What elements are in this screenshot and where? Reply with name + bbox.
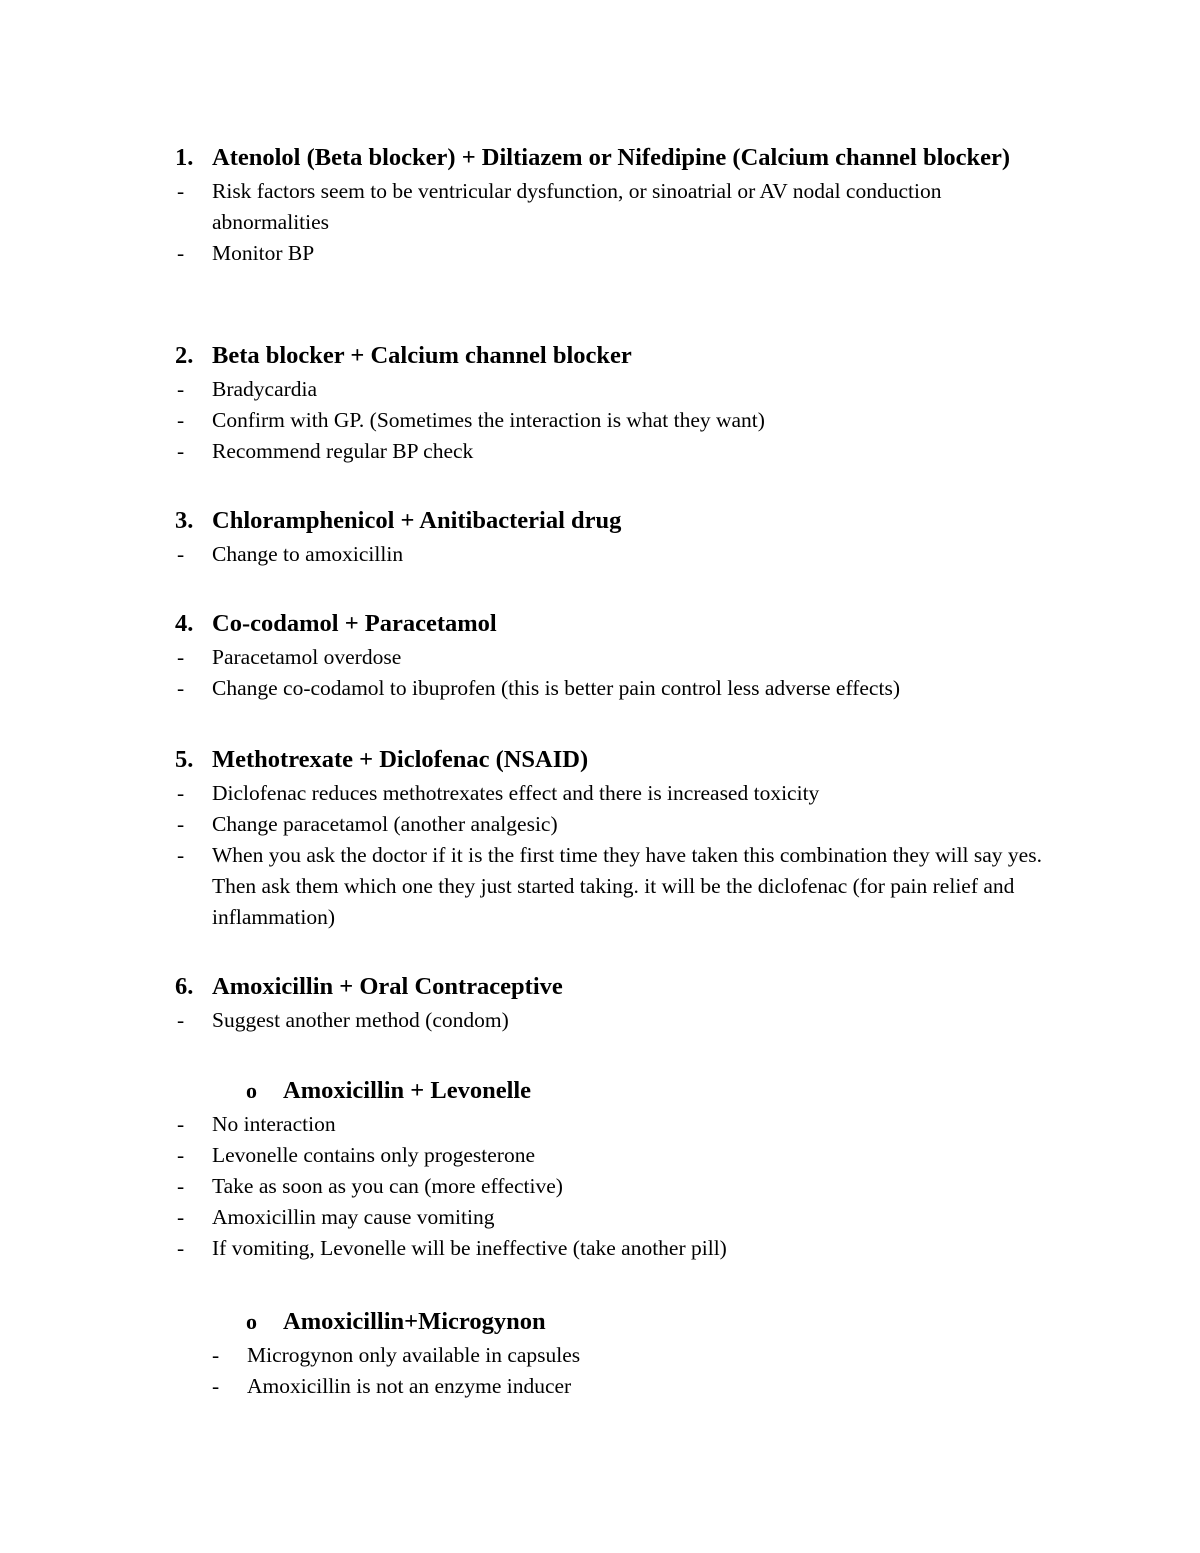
- dash-marker: -: [177, 676, 185, 700]
- section-number: 5.: [175, 746, 194, 773]
- list-item: - Change paracetamol (another analgesic): [0, 809, 1052, 840]
- dash-marker: -: [177, 377, 185, 401]
- bullet-list: [0, 778, 1200, 933]
- list-item: - Paracetamol overdose: [0, 642, 1052, 673]
- list-item: - Risk factors seem to be ventricular dysfunction, or sinoatrial or AV nodal conduction abnormalities: [0, 176, 1052, 238]
- dash-marker: -: [177, 542, 185, 566]
- subsection-microgynon: [0, 1304, 1200, 1402]
- section-2: [0, 338, 1200, 467]
- dash-marker: -: [212, 1343, 220, 1367]
- list-item: - Suggest another method (condom): [0, 1005, 1052, 1036]
- list-item: - Amoxicillin is not an enzyme inducer: [0, 1371, 1087, 1402]
- list-item: - Confirm with GP. (Sometimes the interaction is what they want): [0, 405, 1052, 436]
- circle-bullet-icon: o: [246, 1309, 257, 1334]
- list-item: - No interaction: [0, 1109, 1052, 1140]
- bullet-list: [0, 642, 1200, 704]
- section-title: Methotrexate + Diclofenac (NSAID): [212, 746, 589, 773]
- bullet-list: [0, 176, 1200, 269]
- list-item: - Change to amoxicillin: [0, 539, 1052, 570]
- dash-marker: -: [177, 1112, 185, 1136]
- list-item: - Change co-codamol to ibuprofen (this is better pain control less adverse effects): [0, 673, 1052, 704]
- list-item: - Recommend regular BP check: [0, 436, 1052, 467]
- list-item: - Amoxicillin may cause vomiting: [0, 1202, 1052, 1233]
- list-item: - Take as soon as you can (more effective): [0, 1171, 1052, 1202]
- section-number: 4.: [175, 610, 194, 637]
- dash-marker: -: [177, 179, 185, 203]
- bullet-list: [0, 1340, 1200, 1402]
- section-heading: [0, 969, 1042, 1005]
- section-heading: [0, 606, 1042, 642]
- list-item: - Levonelle contains only progesterone: [0, 1140, 1052, 1171]
- section-title: Atenolol (Beta blocker) + Diltiazem or Nifedipine (Calcium channel blocker): [212, 144, 1011, 171]
- section-title: Beta blocker + Calcium channel blocker: [212, 342, 632, 369]
- dash-marker: -: [177, 781, 185, 805]
- section-title: Chloramphenicol + Anitibacterial drug: [212, 507, 622, 534]
- section-1: [0, 140, 1200, 269]
- section-heading: [0, 503, 1042, 539]
- bullet-list: [0, 374, 1200, 467]
- bullet-list: [0, 539, 1200, 570]
- dash-marker: -: [177, 439, 185, 463]
- list-item: - Microgynon only available in capsules: [0, 1340, 1087, 1371]
- subsection-title: Amoxicillin + Levonelle: [283, 1077, 532, 1104]
- subsection-heading: [0, 1073, 1200, 1109]
- section-number: 6.: [175, 973, 194, 1000]
- section-number: 3.: [175, 507, 194, 534]
- section-heading: [0, 140, 1042, 176]
- section-5: [0, 742, 1200, 933]
- section-6: [0, 969, 1200, 1036]
- dash-marker: -: [177, 1236, 185, 1260]
- section-number: 2.: [175, 342, 194, 369]
- section-title: Co-codamol + Paracetamol: [212, 610, 497, 637]
- dash-marker: -: [177, 241, 185, 265]
- bullet-list: [0, 1005, 1200, 1036]
- section-4: [0, 606, 1200, 704]
- section-heading: [0, 742, 1042, 778]
- dash-marker: -: [177, 1174, 185, 1198]
- list-item: - Bradycardia: [0, 374, 1052, 405]
- subsection-levonelle: [0, 1073, 1200, 1264]
- list-item: - If vomiting, Levonelle will be ineffective (take another pill): [0, 1233, 1052, 1264]
- dash-marker: -: [177, 1205, 185, 1229]
- subsection-title: Amoxicillin+Microgynon: [283, 1308, 546, 1335]
- section-number: 1.: [175, 144, 194, 171]
- section-title: Amoxicillin + Oral Contraceptive: [212, 973, 563, 1000]
- circle-bullet-icon: o: [246, 1078, 257, 1103]
- dash-marker: -: [177, 1143, 185, 1167]
- dash-marker: -: [177, 1008, 185, 1032]
- subsection-heading: [0, 1304, 1200, 1340]
- dash-marker: -: [177, 843, 185, 867]
- dash-marker: -: [212, 1374, 220, 1398]
- list-item: - When you ask the doctor if it is the first time they have taken this combination they will say yes. Then ask them which one they just started taking. it will be the diclofenac (for pain relief and inflammation): [0, 840, 1052, 933]
- dash-marker: -: [177, 812, 185, 836]
- dash-marker: -: [177, 408, 185, 432]
- list-item: - Monitor BP: [0, 238, 1052, 269]
- dash-marker: -: [177, 645, 185, 669]
- section-3: [0, 503, 1200, 570]
- bullet-list: [0, 1109, 1200, 1264]
- section-heading: [0, 338, 1042, 374]
- list-item: - Diclofenac reduces methotrexates effect and there is increased toxicity: [0, 778, 1052, 809]
